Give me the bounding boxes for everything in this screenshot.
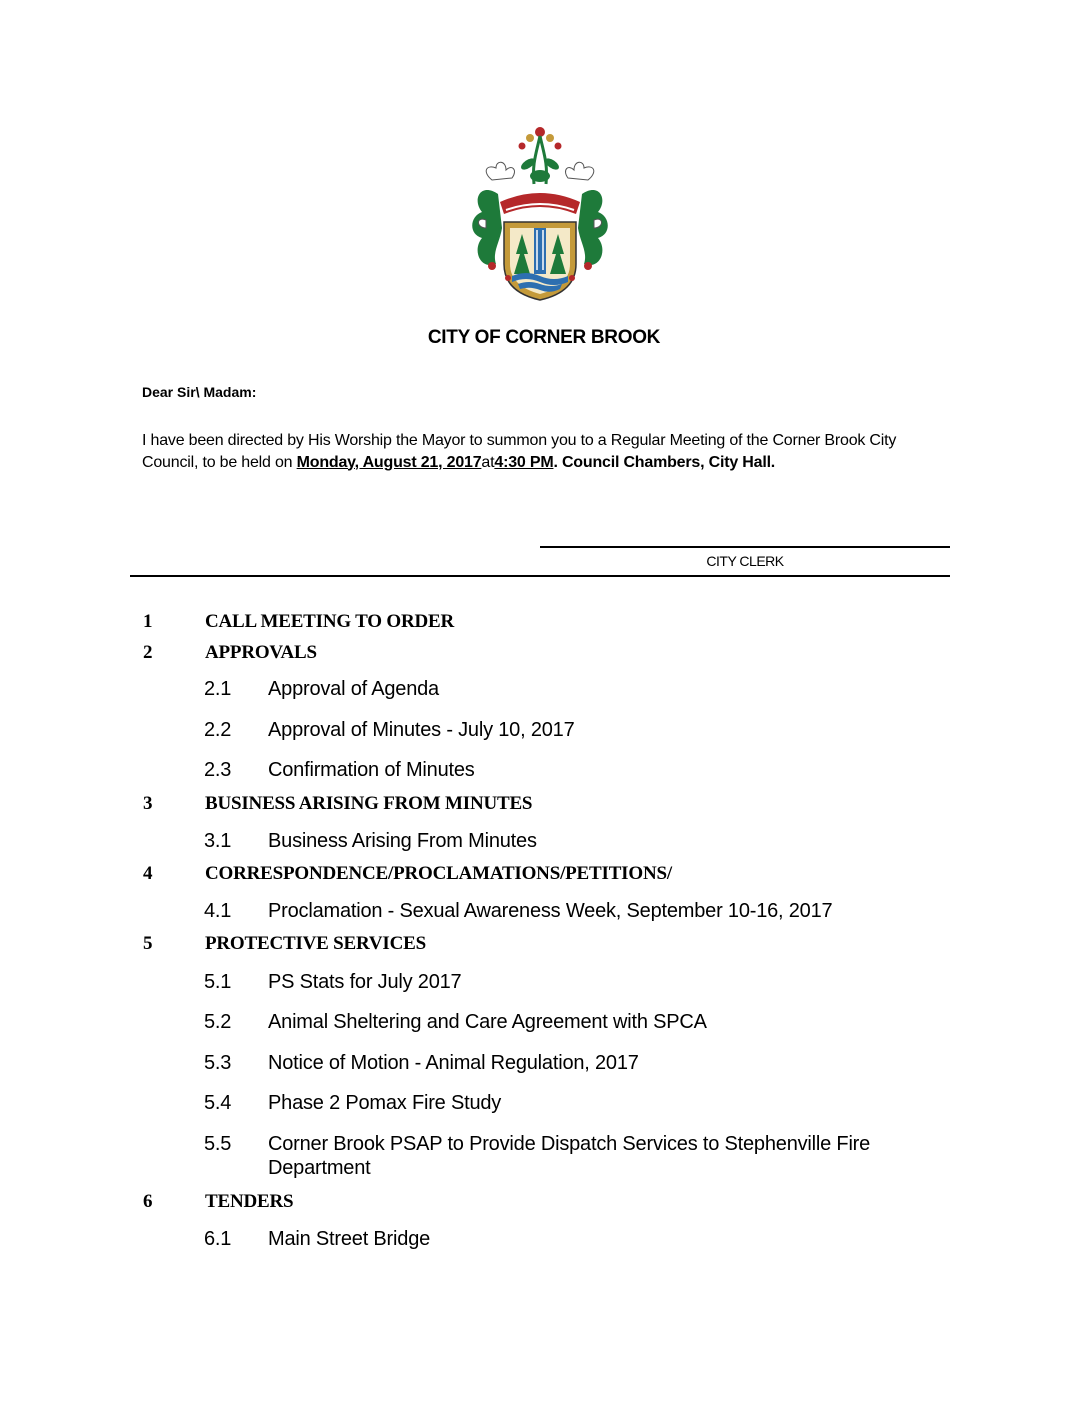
- meeting-date: Monday, August 21, 2017: [296, 453, 482, 471]
- item-number: 2.2: [204, 719, 232, 741]
- meeting-time: 4:30 PM: [494, 453, 554, 471]
- signature-line: [540, 546, 950, 548]
- item-title: Approval of Minutes - July 10, 2017: [268, 719, 575, 741]
- section-title: CORRESPONDENCE/PROCLAMATIONS/PETITIONS/: [205, 863, 672, 884]
- salutation: Dear Sir\ Madam:: [142, 384, 257, 400]
- meeting-location: . Council Chambers, City Hall.: [553, 453, 776, 471]
- summons-paragraph: [142, 430, 952, 473]
- section-title: PROTECTIVE SERVICES: [205, 933, 426, 954]
- item-title: Phase 2 Pomax Fire Study: [268, 1092, 502, 1114]
- item-number: 5.2: [204, 1011, 232, 1033]
- item-number: 5.5: [204, 1133, 232, 1155]
- section-number: 4: [143, 863, 153, 884]
- item-title: Notice of Motion - Animal Regulation, 2017: [268, 1052, 639, 1074]
- item-number: 5.3: [204, 1052, 232, 1074]
- item-number: 6.1: [204, 1228, 232, 1250]
- org-title: CITY OF CORNER BROOK: [427, 327, 661, 348]
- item-number: 2.3: [204, 759, 232, 781]
- section-number: 6: [143, 1191, 153, 1212]
- section-number: 3: [143, 793, 153, 814]
- section-number: 1: [143, 611, 153, 632]
- header-divider: [130, 575, 950, 577]
- item-number: 5.1: [204, 971, 232, 993]
- section-title: CALL MEETING TO ORDER: [205, 611, 455, 632]
- section-number: 2: [143, 642, 153, 663]
- item-number: 4.1: [204, 900, 232, 922]
- city-crest-icon: [462, 124, 618, 302]
- signature-label: CITY CLERK: [706, 553, 784, 569]
- item-title: Animal Sheltering and Care Agreement with SPCA: [268, 1011, 707, 1033]
- summons-text: I have been directed by His Worship the Mayor to summon you to a Regular Meeting of the Corner Brook City Council, to be held on: [142, 432, 897, 471]
- item-title: Business Arising From Minutes: [268, 830, 537, 852]
- item-title: Main Street Bridge: [268, 1228, 431, 1250]
- at-word: at: [481, 453, 495, 471]
- section-title: APPROVALS: [205, 642, 317, 663]
- item-title: PS Stats for July 2017: [268, 971, 462, 993]
- section-title: BUSINESS ARISING FROM MINUTES: [205, 793, 533, 814]
- item-title: Confirmation of Minutes: [268, 759, 475, 781]
- item-title: Approval of Agenda: [268, 678, 439, 700]
- item-number: 2.1: [204, 678, 232, 700]
- section-number: 5: [143, 933, 153, 954]
- item-number: 3.1: [204, 830, 232, 852]
- section-title: TENDERS: [205, 1191, 294, 1212]
- item-title: Proclamation - Sexual Awareness Week, September 10-16, 2017: [268, 900, 833, 922]
- item-title: Corner Brook PSAP to Provide Dispatch Services to Stephenville Fire Department: [268, 1133, 871, 1179]
- item-number: 5.4: [204, 1092, 232, 1114]
